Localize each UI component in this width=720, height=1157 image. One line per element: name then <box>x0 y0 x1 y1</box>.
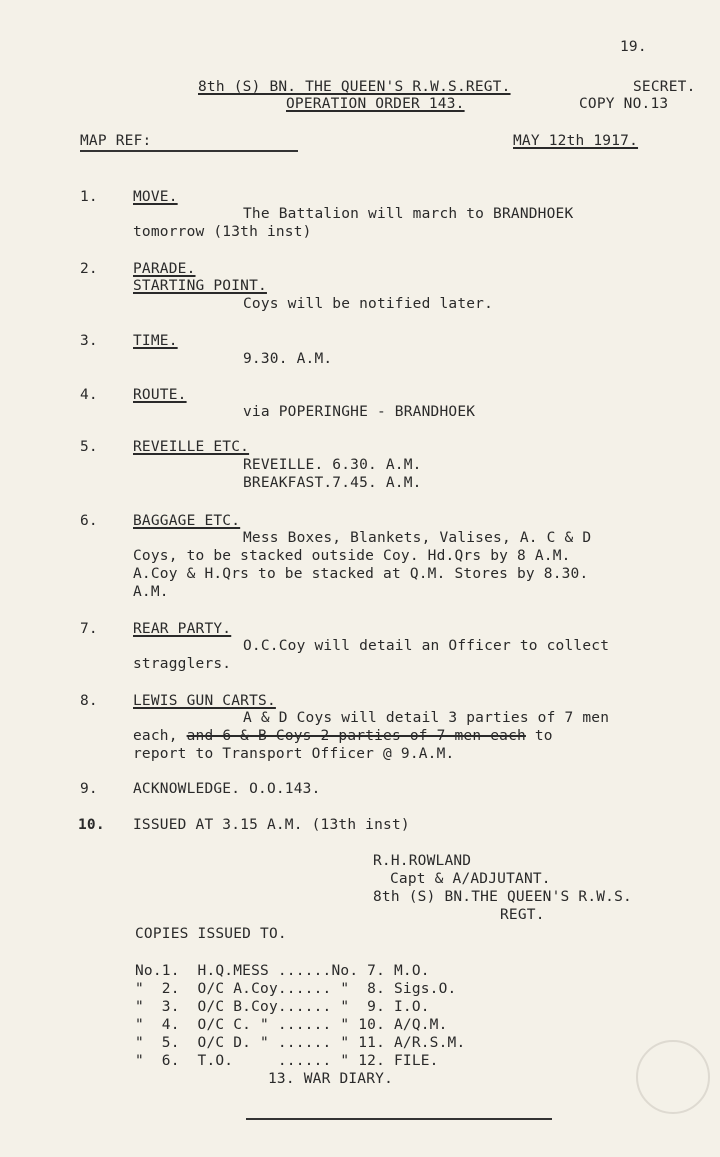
copies-line-1: No.1. H.Q.MESS ......No. 7. M.O. <box>135 963 430 979</box>
para-9-num: 9. <box>80 781 98 797</box>
para-8-line-2 <box>133 727 553 745</box>
map-ref: MAP REF: <box>80 133 152 149</box>
para-7-line-1: O.C.Coy will detail an Officer to collect <box>243 638 610 654</box>
para-8-heading: LEWIS GUN CARTS. <box>133 693 276 709</box>
copies-line-7: 13. WAR DIARY. <box>268 1071 394 1087</box>
para-6-num: 6. <box>80 513 98 529</box>
para-3-line-1: 9.30. A.M. <box>243 351 333 367</box>
para-5-line-2: BREAKFAST.7.45. A.M. <box>243 475 422 491</box>
order-title: OPERATION ORDER 143. <box>286 96 465 112</box>
struck-text: and 6 & B Coys 2 parties of 7 men each <box>186 728 526 744</box>
para-5-num: 5. <box>80 439 98 455</box>
para-5-line-1: REVEILLE. 6.30. A.M. <box>243 457 422 473</box>
para-2-subheading: STARTING POINT. <box>133 278 267 294</box>
signature-name: R.H.ROWLAND <box>373 853 472 869</box>
para-8-line-1: A & D Coys will detail 3 parties of 7 men <box>243 710 610 726</box>
copies-line-4: " 4. O/C C. " ...... " 10. A/Q.M. <box>135 1017 448 1033</box>
para-7-num: 7. <box>80 621 98 637</box>
para-6-line-3: A.Coy & H.Qrs to be stacked at Q.M. Stores by 8.30. <box>133 566 589 582</box>
copies-line-2: " 2. O/C A.Coy...... " 8. Sigs.O. <box>135 981 457 997</box>
para-9-heading: ACKNOWLEDGE. O.O.143. <box>133 781 321 797</box>
signature-rank: Capt & A/ADJUTANT. <box>390 871 551 887</box>
para-2-heading: PARADE. <box>133 261 196 277</box>
para-10-num: 10. <box>78 817 105 833</box>
page-number: 19. <box>620 39 647 55</box>
para-8-line-2-start: each, <box>133 728 187 744</box>
para-4-num: 4. <box>80 387 98 403</box>
para-1-num: 1. <box>80 189 98 205</box>
signature-unit-2: REGT. <box>500 907 545 923</box>
copies-title: COPIES ISSUED TO. <box>135 926 287 942</box>
signature-unit-1: 8th (S) BN.THE QUEEN'S R.W.S. <box>373 889 632 905</box>
watermark-stamp <box>636 1040 710 1114</box>
para-6-line-4: A.M. <box>133 584 169 600</box>
para-6-line-1: Mess Boxes, Blankets, Valises, A. C & D <box>243 530 592 546</box>
para-2-num: 2. <box>80 261 98 277</box>
para-4-heading: ROUTE. <box>133 387 187 403</box>
copies-line-5: " 5. O/C D. " ...... " 11. A/R.S.M. <box>135 1035 466 1051</box>
para-7-heading: REAR PARTY. <box>133 621 232 637</box>
para-5-heading: REVEILLE ETC. <box>133 439 250 455</box>
para-10-heading: ISSUED AT 3.15 A.M. (13th inst) <box>133 817 410 833</box>
copy-number: COPY NO.13 <box>579 96 669 112</box>
para-8-num: 8. <box>80 693 98 709</box>
para-7-line-2: stragglers. <box>133 656 232 672</box>
para-4-line-1: via POPERINGHE - BRANDHOEK <box>243 404 476 420</box>
para-6-heading: BAGGAGE ETC. <box>133 513 241 529</box>
para-2-line-1: Coys will be notified later. <box>243 296 494 312</box>
para-8-line-3: report to Transport Officer @ 9.A.M. <box>133 746 455 762</box>
para-1-heading: MOVE. <box>133 189 178 205</box>
para-3-num: 3. <box>80 333 98 349</box>
bottom-rule <box>246 1118 552 1120</box>
copies-line-3: " 3. O/C B.Coy...... " 9. I.O. <box>135 999 430 1015</box>
classification: SECRET. <box>633 79 696 95</box>
copies-line-6: " 6. T.O. ...... " 12. FILE. <box>135 1053 439 1069</box>
map-ref-rule <box>80 150 298 152</box>
order-date: MAY 12th 1917. <box>513 133 639 149</box>
para-6-line-2: Coys, to be stacked outside Coy. Hd.Qrs by 8 A.M. <box>133 548 571 564</box>
para-8-line-2-end: to <box>525 728 553 744</box>
para-3-heading: TIME. <box>133 333 178 349</box>
para-1-line-2: tomorrow (13th inst) <box>133 224 312 240</box>
para-1-line-1: The Battalion will march to BRANDHOEK <box>243 206 574 222</box>
unit-title: 8th (S) BN. THE QUEEN'S R.W.S.REGT. <box>198 79 511 95</box>
